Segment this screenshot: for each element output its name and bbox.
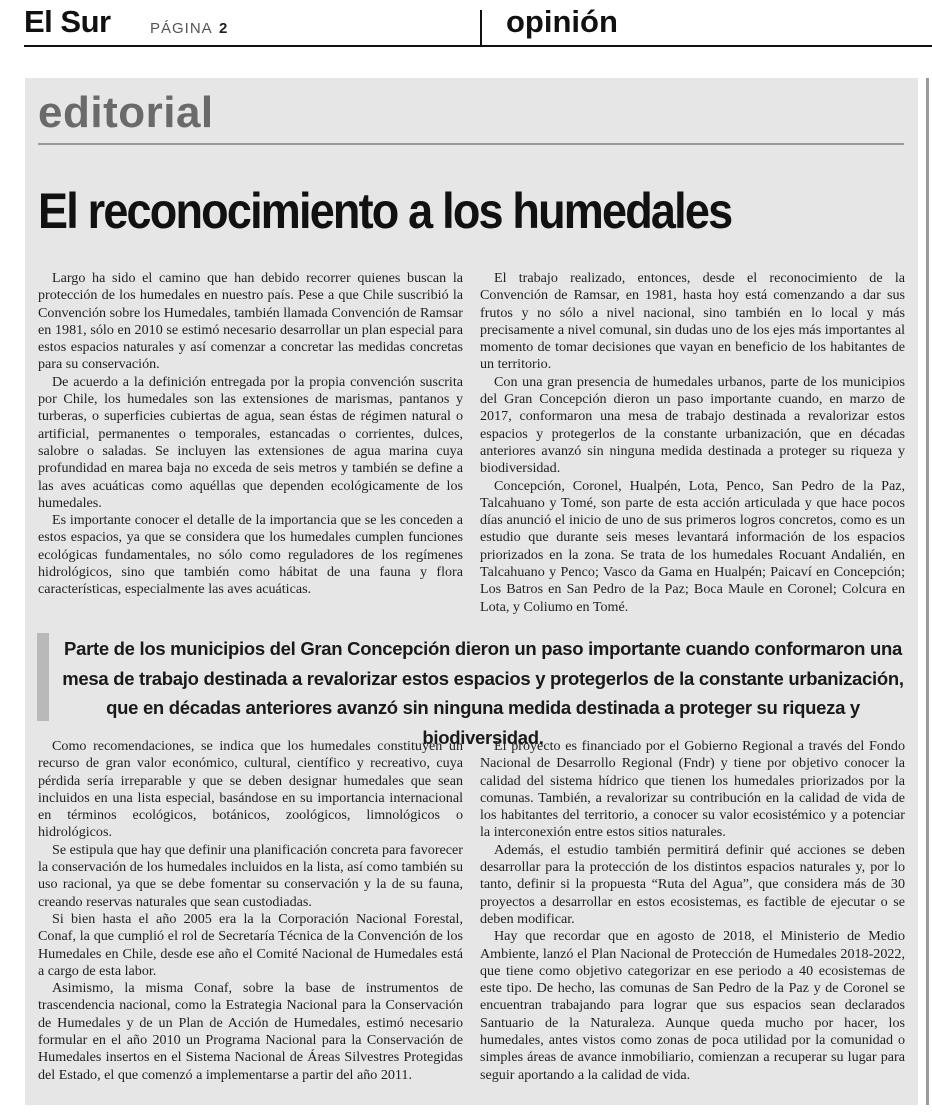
article-column-2 bbox=[480, 270, 905, 616]
paragraph: Con una gran presencia de humedales urbanos, parte de los municipios del Gran Concepción dieron un paso importante cuando, en marzo de 2017, conformaron una mesa de trabajo destinada a revalorizar estos espacios y protegerlos de la constante urbanización, que en décadas anteriores avanzó sin ninguna medida destinada a proteger su riqueza y biodiversidad. bbox=[480, 373, 905, 477]
newspaper-logo: El Sur bbox=[24, 4, 111, 39]
paragraph: Se estipula que hay que definir una planificación concreta para favorecer la conservación de los humedales incluidos en la lista, así como también su uso racional, ya que se debe fomentar su conservación y la de su fauna, creando reservas naturales que sean custodiadas. bbox=[38, 841, 463, 910]
paragraph: El proyecto es financiado por el Gobierno Regional a través del Fondo Nacional de Desarrollo Regional (Fndr) y tiene por objetivo conocer la calidad del sistema hídrico que tienen los humedales priorizados por la comunas. También, a revalorizar su contribución en la calidad de vida de los habitantes del territorio, a conocer su valor ecosistémico y a potenciar la interconexión entre estos sitios naturales. bbox=[480, 738, 905, 841]
page-edge bbox=[926, 78, 929, 1105]
masthead-divider bbox=[480, 10, 482, 46]
section-title: opinión bbox=[506, 4, 618, 39]
paragraph: Si bien hasta el año 2005 era la la Corporación Nacional Forestal, Conaf, la que cumplió el rol de Secretaría Técnica de la Convención de los Humedales en Chile, desde ese año el Comité Nacional de Humedales está a cargo de esta labor. bbox=[38, 910, 463, 979]
paragraph: Es importante conocer el detalle de la importancia que se les conceden a estos espacios, ya que se considera que los humedales cumplen funciones ecológicas fundamentales, no sólo como reguladores de los regímenes hidrológicos, sino que también como hábitat de una fauna y flora características, especialmente las aves acuáticas. bbox=[38, 512, 463, 598]
kicker-rule bbox=[38, 143, 904, 145]
masthead-rule bbox=[24, 45, 932, 47]
paragraph: Concepción, Coronel, Hualpén, Lota, Penco, San Pedro de la Paz, Talcahuano y Tomé, son parte de esta acción articulada y que hace pocos días anunció el inicio de uno de sus primeros logros concretos, como es un estudio que durante seis meses levantará información de los espacios priorizados en la zona. Se trata de los humedales Rocuant Andalién, en Talcahuano y Penco; Vasco da Gama en Hualpén; Paicaví en Concepción; Los Batros en San Pedro de la Paz; Boca Maule en Coronel; Colcura en Lota, y Coliumo en Tomé. bbox=[480, 477, 905, 615]
paragraph: Hay que recordar que en agosto de 2018, el Ministerio de Medio Ambiente, lanzó el Plan Nacional de Protección de Humedales 2018-2022, que tiene como objetivo categorizar en ese periodo a 40 ecosistemas de este tipo. De hecho, las comunas de San Pedro de la Paz y de Coronel se encuentran trabajando para lograr que sus espacios sean declarados Santuario de la Naturaleza. Aunque queda mucho por hacer, los humedales, antes vistos como zonas de poca utilidad por la comunidad o simples áreas de avance inmobiliario, comienzan a recuperar su lugar para seguir aportando a la calidad de vida. bbox=[480, 928, 905, 1083]
paragraph: El trabajo realizado, entonces, desde el reconocimiento de la Convención de Ramsar, en 1981, hasta hoy está comenzando a dar sus frutos y no sólo a nivel nacional, sino también en lo local y más precisamente a nivel comunal, sin dudas uno de los ejes más importantes al momento de tomar decisiones que vayan en beneficio de los habitantes de un territorio. bbox=[480, 270, 905, 373]
paragraph: Asimismo, la misma Conaf, sobre la base de instrumentos de trascendencia nacional, como la Estrategia Nacional para la Conservación de Humedales y de un Plan de Acción de Humedales, estimó necesario formular en el año 2010 un Programa Nacional para la Conservación de Humedales insertos en el Sistema Nacional de Áreas Silvestres Protegidas del Estado, el que comenzó a implementarse a partir del año 2011. bbox=[38, 980, 463, 1083]
masthead bbox=[0, 0, 932, 48]
paragraph: Además, el estudio también permitirá definir qué acciones se deben desarrollar para la protección de los distintos espacios naturales y, por lo tanto, definir si la propuesta “Ruta del Agua”, que considera más de 30 proyectos a desarrollar en estos ecosistemas, es factible de ejecutar o se deben modificar. bbox=[480, 841, 905, 927]
article-column-4 bbox=[480, 738, 905, 1084]
pullquote-bar bbox=[37, 633, 49, 721]
article-column-3 bbox=[38, 738, 463, 1084]
section-kicker: editorial bbox=[38, 88, 214, 137]
article-headline: El reconocimiento a los humedales bbox=[38, 183, 732, 239]
page-label: PÁGINA bbox=[150, 20, 213, 37]
pull-quote: Parte de los municipios del Gran Concepción dieron un paso importante cuando conformaron una mesa de trabajo destinada a revalorizar estos espacios y protegerlos de la constante urbanización, que en décadas anteriores avanzó sin ninguna medida destinada a proteger su riqueza y biodiversidad. bbox=[62, 638, 904, 748]
article-column-1 bbox=[38, 270, 463, 599]
paragraph: Largo ha sido el camino que han debido recorrer quienes buscan la protección de los humedales en nuestro país. Pese a que Chile suscribió la Convención sobre los Humedales, también llamada Convención de Ramsar en 1981, sólo en 2010 se estimó necesario desarrollar un plan especial para estos espacios naturales y así comenzar a concretar las medidas concretas para su conservación. bbox=[38, 270, 463, 373]
page-number: 2 bbox=[219, 20, 228, 37]
paragraph: De acuerdo a la definición entregada por la propia convención suscrita por Chile, los humedales son las extensiones de marismas, pantanos y turberas, o superficies cubiertas de agua, sean éstas de régimen natural o artificial, permanentes o temporales, estancadas o corrientes, dulces, salobre o saladas. Se incluyen las extensiones de agua marina cuya profundidad en marea baja no exceda de seis metros y también se define a las aves acuáticas como aquéllas que dependen ecológicamente de los humedales. bbox=[38, 373, 463, 511]
paragraph: Como recomendaciones, se indica que los humedales constituyen un recurso de gran valor económico, cultural, científico y recreativo, cuya pérdida sería irreparable y que se deben designar humedales que sean incluidos en una lista especial, basándose en su importancia internacional en términos ecológicos, botánicos, zoológicos, limnológicos o hidrológicos. bbox=[38, 738, 463, 841]
